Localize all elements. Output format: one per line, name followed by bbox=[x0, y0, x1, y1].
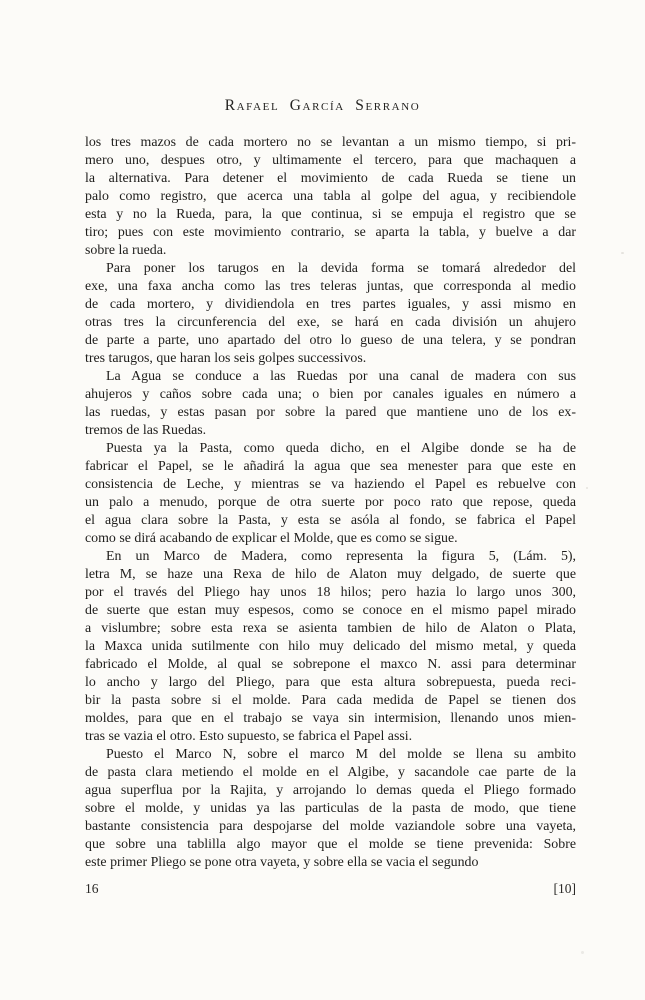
text-line: la Maxca unida sutilmente con hilo muy delicado del mismo metal, y queda bbox=[85, 639, 576, 654]
page-header-author: Rafael García Serrano bbox=[224, 97, 421, 114]
text-line: la alternativa. Para detener el movimiento de cada Rueda se tiene un bbox=[85, 171, 576, 186]
text-line: como se dirá acabando de explicar el Molde, que es como se sigue. bbox=[85, 531, 458, 546]
text-body bbox=[85, 134, 576, 872]
scan-artifact bbox=[621, 252, 624, 254]
text-line: este primer Pliego se pone otra vayeta, y sobre ella se vacia el segundo bbox=[85, 855, 479, 870]
text-line: los tres mazos de cada mortero no se levantan a un mismo tiempo, si pri- bbox=[85, 135, 576, 150]
text-line: de pasta clara metiendo el molde en el Algibe, y sacandole cae parte de la bbox=[85, 765, 576, 780]
text-line: de suerte que estan muy espesos, como se conoce en el mismo papel mirado bbox=[85, 603, 576, 618]
text-line: bir la pasta sobre si el molde. Para cada medida de Papel se tienen dos bbox=[85, 693, 576, 708]
text-line: por el través del Pliego hay unos 18 hilos; pero hazia lo largo unos 300, bbox=[85, 585, 576, 600]
text-line: sobre el molde, y unidas ya las particulas de la pasta de modo, que tiene bbox=[85, 801, 576, 816]
text-line: lo ancho y largo del Pliego, para que esta altura sobrepuesta, pueda reci- bbox=[85, 675, 576, 690]
text-line: fabricado el Molde, al qual se sobrepone el maxco N. assi para determinar bbox=[85, 657, 576, 672]
text-line: tres tarugos, que haran los seis golpes successivos. bbox=[85, 351, 367, 366]
text-line: otras tres la circunferencia del exe, se hará en cada división un ahujero bbox=[85, 315, 576, 330]
page-footer bbox=[85, 881, 576, 897]
text-line: fabricar el Papel, se le añadirá la agua que sea menester para que este en bbox=[85, 459, 576, 474]
text-line: palo como registro, que acerca una tabla al golpe del agua, y recibiendole bbox=[85, 189, 576, 204]
text-line: sobre la rueda. bbox=[85, 243, 167, 258]
text-line: En un Marco de Madera, como representa la figura 5, (Lám. 5), bbox=[106, 549, 576, 564]
text-line: consistencia de Leche, y mientras se va haziendo el Papel es rebuelve con bbox=[85, 477, 576, 492]
folio-number: [10] bbox=[553, 881, 576, 896]
text-line: mero uno, despues otro, y ultimamente el tercero, para que machaquen a bbox=[85, 153, 576, 168]
text-line: tras se vazia el otro. Esto supuesto, se fabrica el Papel assi. bbox=[85, 729, 413, 744]
text-line: las ruedas, y estas pasan por sobre la pared que mantiene uno de los ex- bbox=[85, 405, 576, 420]
text-line: de parte a parte, uno apartado del otro lo gueso de una telera, y se pondran bbox=[85, 333, 576, 348]
text-line: a vislumbre; sobre esta rexa se asienta tambien de hilo de Alaton o Plata, bbox=[85, 621, 576, 636]
text-line: tiro; pues con este movimiento contrario, se aparta la tabla, y buelve a dar bbox=[85, 225, 576, 240]
text-line: bastante consistencia para despojarse del molde vaziandole sobre una vayeta, bbox=[85, 819, 576, 834]
text-line: Para poner los tarugos en la devida forma se tomará alrededor del bbox=[106, 261, 576, 276]
text-line: La Agua se conduce a las Ruedas por una canal de madera con sus bbox=[106, 369, 576, 384]
scan-artifact bbox=[586, 487, 588, 489]
text-line: el agua clara sobre la Pasta, y esta se asóla al fondo, se fabrica el Papel bbox=[85, 513, 576, 528]
text-line: Puesta ya la Pasta, como queda dicho, en el Algibe donde se ha de bbox=[106, 441, 576, 456]
text-line: letra M, se haze una Rexa de hilo de Alaton muy delgado, de suerte que bbox=[85, 567, 576, 582]
text-line: ahujeros y caños sobre cada una; o bien por canales iguales en número a bbox=[85, 387, 576, 402]
text-line: Puesto el Marco N, sobre el marco M del molde se llena su ambito bbox=[106, 747, 576, 762]
text-line: moldes, para que en el trabajo se vaya sin intermision, llenando unos mien- bbox=[85, 711, 576, 726]
text-line: un palo a menudo, porque de otra suerte por poco rato que repose, queda bbox=[85, 495, 576, 510]
text-line: esta y no la Rueda, para, la que continua, si se empuja el registro que se bbox=[85, 207, 576, 222]
text-line: exe, una faxa ancha como las tres teleras juntas, que corresponda al medio bbox=[85, 279, 576, 294]
page-number: 16 bbox=[85, 881, 99, 896]
text-line: de cada mortero, y dividiendola en tres partes iguales, y assi mismo en bbox=[85, 297, 576, 312]
text-line: agua superflua por la Rajita, y arrojando lo demas queda el Pliego formado bbox=[85, 783, 576, 798]
text-line: tremos de las Ruedas. bbox=[85, 423, 207, 438]
text-line: que sobre una tablilla algo mayor que el molde se tiene prevenida: Sobre bbox=[85, 837, 576, 852]
scan-artifact bbox=[581, 951, 584, 954]
